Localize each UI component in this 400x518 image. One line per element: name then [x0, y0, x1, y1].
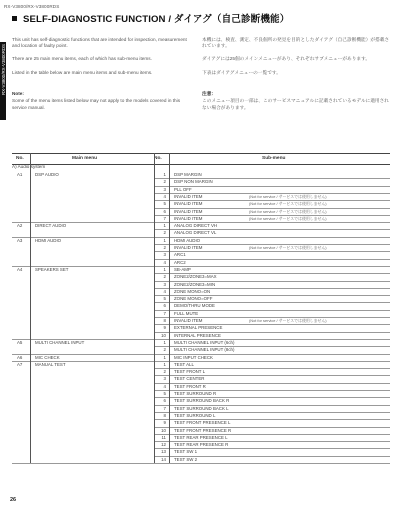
cell-sub-menu: DSP MARGIN: [174, 172, 202, 177]
cell-sub-menu: ZONE2/ZONE3=MIN: [174, 281, 216, 287]
cell-sub-menu: DSP NON MARGIN: [174, 179, 213, 185]
table-row: [12, 244, 390, 251]
table-row: [12, 324, 390, 331]
note-en: [12, 85, 194, 111]
cell-sub-menu: ARC1: [174, 252, 186, 258]
cell-sub-no: 1: [163, 237, 166, 243]
cell-sub-menu: PLL OFF: [174, 186, 192, 192]
table-row: [12, 390, 390, 397]
page-title: SELF-DIAGNOSTIC FUNCTION / ダイアグ（自己診断機能）: [23, 14, 290, 25]
cell-sub-menu: ANALOG DIRECT VH: [174, 223, 218, 229]
cell-sub-menu: SB-AMP: [174, 266, 191, 272]
cell-sub-menu: MULTI CHANNEL INPUT (8ch): [174, 347, 235, 353]
table-row: [12, 434, 390, 441]
cell-sub-menu: FULL MUTE: [174, 310, 199, 316]
cell-sub-no: 8: [163, 412, 166, 418]
model-header: RX-V3800/RX-V3800RDS: [4, 4, 60, 9]
cell-sub-no: 7: [163, 215, 166, 221]
cell-main-no: A2: [17, 223, 23, 229]
title-row: [12, 12, 289, 24]
cell-sub-no: 8: [163, 318, 166, 323]
cell-sub-no: 3: [163, 376, 166, 382]
table-row: [12, 361, 390, 368]
cell-sub-no: 2: [163, 179, 166, 185]
table-row: [12, 456, 390, 463]
intro-ja: [202, 30, 390, 118]
table-row: [12, 266, 390, 273]
cell-main-no: A6: [17, 354, 23, 360]
vline-no: [30, 153, 31, 463]
cell-sub-menu: INVALID ITEM: [174, 245, 203, 250]
cell-sub-menu: TEST SURROUND R: [174, 391, 217, 396]
table-row: [12, 317, 390, 324]
cell-main-no: A4: [17, 266, 23, 272]
cell-sub-menu: TEST CENTER: [174, 376, 205, 382]
header-sub-no: No.: [154, 156, 162, 162]
cell-sub-no: 5: [163, 391, 166, 396]
cell-sub-menu: INVALID ITEM: [174, 318, 203, 323]
cell-sub-no: 1: [163, 354, 166, 360]
cell-sub-no: 3: [163, 252, 166, 258]
cell-sub-menu: INVALID ITEM: [174, 193, 203, 199]
table-row: [12, 259, 390, 266]
cell-main-no: A5: [17, 339, 23, 345]
cell-sub-menu: ZONE MONO=ON: [174, 288, 211, 294]
cell-sub-no: 2: [163, 274, 166, 280]
table-row: [12, 397, 390, 404]
cell-sub-menu: ARC2: [174, 259, 186, 265]
table-row: [12, 222, 390, 229]
cell-main-menu: DSP AUDIO: [35, 172, 59, 177]
intro-en-p2: There are 25 main menu items, each of which has sub-menu items.: [12, 56, 152, 62]
cell-sub-menu: TEST SW 2: [174, 456, 198, 462]
cell-note: (Not for service / サービスでは使用しません): [249, 318, 327, 324]
cell-sub-no: 1: [163, 172, 166, 177]
cell-main-menu: HDMI AUDIO: [35, 237, 62, 243]
table-row: [12, 178, 390, 185]
table-row: [12, 332, 390, 339]
intro-en-p3: Listed in the table below are main menu items and sub-menu items.: [12, 69, 153, 75]
cell-sub-no: 1: [163, 266, 166, 272]
cell-sub-no: 2: [163, 347, 166, 353]
cell-sub-menu: ZONE2/ZONE3=MAX: [174, 274, 217, 280]
cell-main-menu: MULTI CHANNEL INPUT: [35, 339, 85, 345]
cell-sub-no: 10: [161, 427, 166, 433]
cell-sub-no: 4: [163, 259, 166, 265]
table-row: [12, 405, 390, 412]
cell-sub-no: 9: [163, 420, 166, 426]
cell-sub-no: 1: [163, 339, 166, 345]
cell-note: (Not for service / サービスでは使用しません): [249, 215, 327, 221]
header-sub-menu: Sub-menu: [262, 156, 286, 162]
row-divider: [154, 463, 390, 464]
cell-sub-no: 2: [163, 369, 166, 375]
cell-sub-no: 3: [163, 186, 166, 192]
cell-sub-menu: DEMO/THRU MODE: [174, 303, 215, 309]
cell-sub-no: 2: [163, 245, 166, 250]
table-row: [12, 339, 390, 346]
table-row: [12, 295, 390, 302]
cell-sub-menu: TEST SURROUND L: [174, 412, 216, 418]
table-row: [12, 383, 390, 390]
intro-ja-p1: 本機には、検査、測定、不良個所の発見を目的としたダイアグ（自己診断機能）が搭載されています。: [202, 36, 390, 49]
cell-sub-menu: TEST SURROUND BACK L: [174, 405, 229, 411]
cell-sub-menu: INVALID ITEM: [174, 201, 203, 207]
table-row: [12, 200, 390, 207]
table-row: [12, 354, 390, 361]
cell-sub-menu: TEST FRONT R: [174, 383, 206, 389]
cell-main-no: A1: [17, 172, 23, 177]
table-header: [12, 153, 390, 165]
note-en-label: Note:: [12, 91, 24, 97]
header-no: No.: [16, 156, 24, 162]
cell-main-no: A7: [17, 361, 23, 367]
cell-sub-no: 10: [161, 332, 166, 338]
cell-sub-no: 7: [163, 310, 166, 316]
square-bullet-icon: [12, 16, 17, 21]
cell-main-menu: DIRECT AUDIO: [35, 223, 67, 229]
cell-sub-no: 6: [163, 208, 166, 214]
table-row: [12, 310, 390, 317]
note-ja: [202, 85, 390, 111]
cell-sub-menu: TEST FRONT PRESENCE R: [174, 427, 232, 433]
table-row: [12, 448, 390, 455]
intro-en: [12, 30, 194, 118]
cell-sub-no: 2: [163, 230, 166, 236]
cell-sub-menu: TEST REAR PRESENCE L: [174, 434, 228, 440]
cell-sub-no: 13: [161, 449, 166, 455]
note-en-text: Some of the menu items listed below may not apply to the models covered in this service manual.: [12, 97, 181, 110]
cell-sub-no: 1: [163, 223, 166, 229]
note-ja-label: 注意：: [202, 91, 217, 97]
table-row: [12, 412, 390, 419]
vline-main: [154, 153, 155, 463]
cell-sub-no: 1: [163, 361, 166, 367]
table-row: [12, 375, 390, 382]
page-number: 26: [10, 497, 17, 503]
cell-sub-no: 11: [161, 434, 166, 440]
cell-sub-menu: HDMI AUDIO: [174, 237, 201, 243]
cell-sub-menu: EXTERNAL PRESENCE: [174, 325, 223, 331]
table-row: [12, 273, 390, 280]
cell-sub-no: 4: [163, 383, 166, 389]
cell-note: (Not for service / サービスでは使用しません): [249, 208, 327, 214]
cell-sub-no: 14: [161, 456, 166, 462]
table-row: [12, 427, 390, 434]
table-row: [12, 251, 390, 258]
table-row: [12, 215, 390, 222]
cell-sub-menu: TEST REAR PRESENCE R: [174, 442, 229, 448]
note-ja-text: このメニュー項目の一部は、このサービスマニュアルに記載されているモデルに適用されない場合があります。: [202, 97, 389, 110]
side-tab-label: RX-V3800/RX-V3800RDS: [0, 44, 6, 96]
table-row: [12, 171, 390, 178]
cell-sub-menu: TEST SW 1: [174, 449, 198, 455]
table-row: [12, 281, 390, 288]
cell-sub-menu: INTERNAL PRESENCE: [174, 332, 221, 338]
table-row: [12, 237, 390, 244]
cell-sub-menu: MIC INPUT CHECK: [174, 354, 213, 360]
intro-en-p1: This unit has self-diagnostic functions that are intended for inspection, measurement and location of faulty point.: [12, 36, 187, 49]
table-row: [12, 441, 390, 448]
cell-main-no: A3: [17, 237, 23, 243]
cell-sub-no: 6: [163, 398, 166, 404]
table-row: [12, 193, 390, 200]
table-row: [12, 302, 390, 309]
side-tab: [0, 42, 6, 120]
cell-sub-no: 3: [163, 281, 166, 287]
cell-note: (Not for service / サービスでは使用しません): [249, 201, 327, 207]
table-row: [12, 186, 390, 193]
table-row: [12, 419, 390, 426]
cell-main-menu: MANUAL TEST: [35, 361, 66, 367]
table-row: [12, 368, 390, 375]
intro-ja-p2: ダイアグには25個のメインメニューがあり、それぞれサブメニューがあります。: [202, 56, 371, 62]
cell-sub-no: 4: [163, 193, 166, 199]
section-audio-system: A) Audio system: [12, 164, 46, 169]
table-row: [12, 229, 390, 236]
table-row: [12, 208, 390, 215]
cell-note: (Not for service / サービスでは使用しません): [249, 245, 327, 251]
cell-sub-menu: ZONE MONO=OFF: [174, 296, 213, 302]
header-main-menu: Main menu: [72, 156, 98, 162]
cell-sub-menu: TEST FRONT L: [174, 369, 206, 375]
table-row: [12, 288, 390, 295]
vline-sub-no: [169, 153, 170, 463]
cell-sub-no: 4: [163, 288, 166, 294]
cell-sub-menu: ANALOG DIRECT VL: [174, 230, 217, 236]
cell-main-menu: SPEAKERS SET: [35, 266, 69, 272]
cell-sub-no: 5: [163, 296, 166, 302]
diagnostic-menu-table: [12, 153, 390, 462]
cell-sub-menu: TEST ALL: [174, 361, 194, 367]
cell-sub-no: 5: [163, 201, 166, 207]
cell-sub-menu: INVALID ITEM: [174, 208, 203, 214]
cell-sub-no: 9: [163, 325, 166, 331]
cell-note: (Not for service / サービスでは使用しません): [249, 194, 327, 200]
cell-main-menu: MIC CHECK: [35, 354, 60, 360]
cell-sub-menu: MULTI CHANNEL INPUT (6ch): [174, 339, 235, 345]
cell-sub-no: 12: [161, 442, 166, 448]
cell-sub-menu: INVALID ITEM: [174, 215, 203, 221]
intro-ja-p3: 下表はダイアグメニューの一覧です。: [202, 69, 281, 75]
group-divider: [12, 463, 154, 464]
cell-sub-menu: TEST SURROUND BACK R: [174, 398, 230, 404]
cell-sub-no: 7: [163, 405, 166, 411]
table-row: [12, 346, 390, 353]
cell-sub-menu: TEST FRONT PRESENCE L: [174, 420, 231, 426]
cell-sub-no: 6: [163, 303, 166, 309]
